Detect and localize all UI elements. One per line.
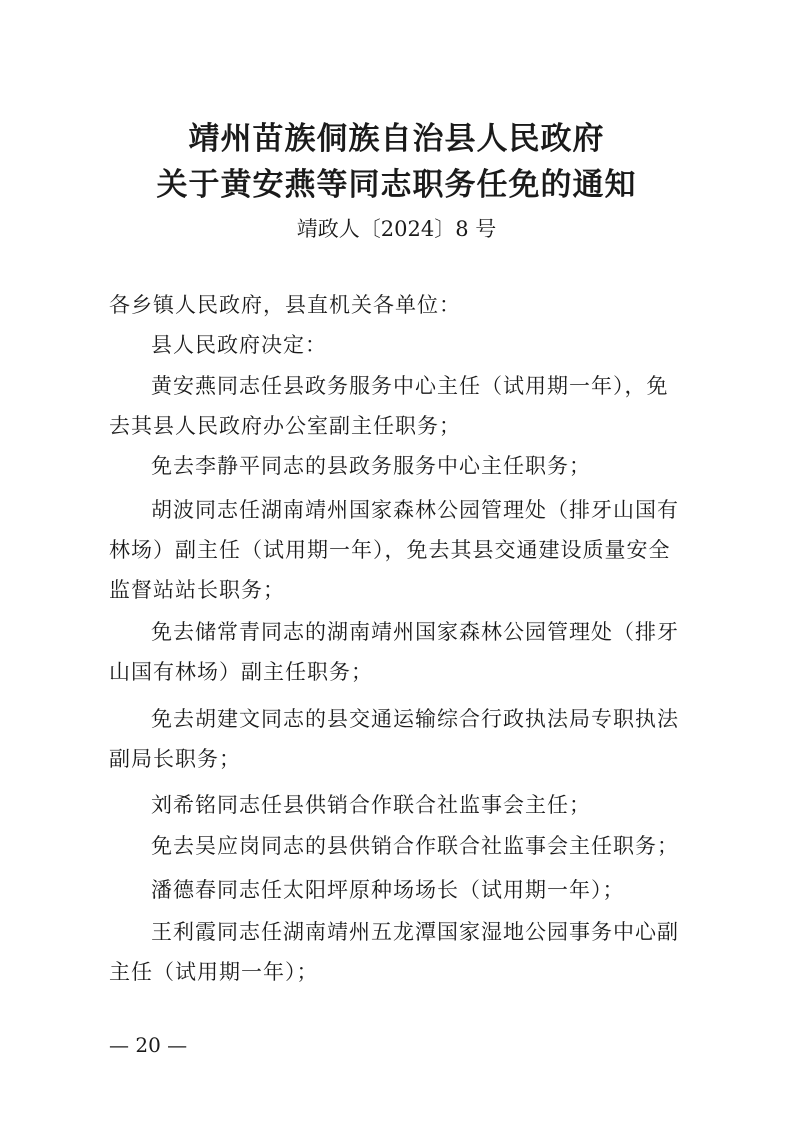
- paragraph-decision: 县人民政府决定：: [151, 333, 327, 357]
- paragraph-appointment: 刘希铭同志任县供销合作联合社监事会主任；: [151, 793, 591, 817]
- paragraph-appointment: 免去李静平同志的县政务服务中心主任职务；: [151, 454, 591, 478]
- document-number: 靖政人〔2024〕8 号: [296, 217, 497, 241]
- document-title-line1: 靖州苗族侗族自治县人民政府: [188, 121, 605, 157]
- paragraph-appointment: 免去储常青同志的湖南靖州国家森林公园管理处（排牙山国有林场）副主任职务；: [109, 620, 679, 684]
- paragraph-appointment: 潘德春同志任太阳坪原种场场长（试用期一年）；: [151, 878, 625, 902]
- document-title-line2: 关于黄安燕等同志职务任免的通知: [156, 167, 637, 203]
- salutation: 各乡镇人民政府，县直机关各单位：: [109, 293, 461, 317]
- paragraph-appointment: 黄安燕同志任县政务服务中心主任（试用期一年），免去其县人民政府办公室副主任职务；: [109, 374, 669, 438]
- paragraph-appointment: 免去吴应岗同志的县供销合作联合社监事会主任职务；: [151, 834, 679, 858]
- paragraph-appointment: 免去胡建文同志的县交通运输综合行政执法局专职执法副局长职务；: [109, 707, 679, 771]
- paragraph-appointment: 胡波同志任湖南靖州国家森林公园管理处（排牙山国有林场）副主任（试用期一年），免去其县交通建设质量安全监督站站长职务；: [109, 498, 679, 602]
- paragraph-appointment: 王利霞同志任湖南靖州五龙潭国家湿地公园事务中心副主任（试用期一年）；: [109, 920, 679, 984]
- page-number: — 20 —: [109, 1033, 188, 1057]
